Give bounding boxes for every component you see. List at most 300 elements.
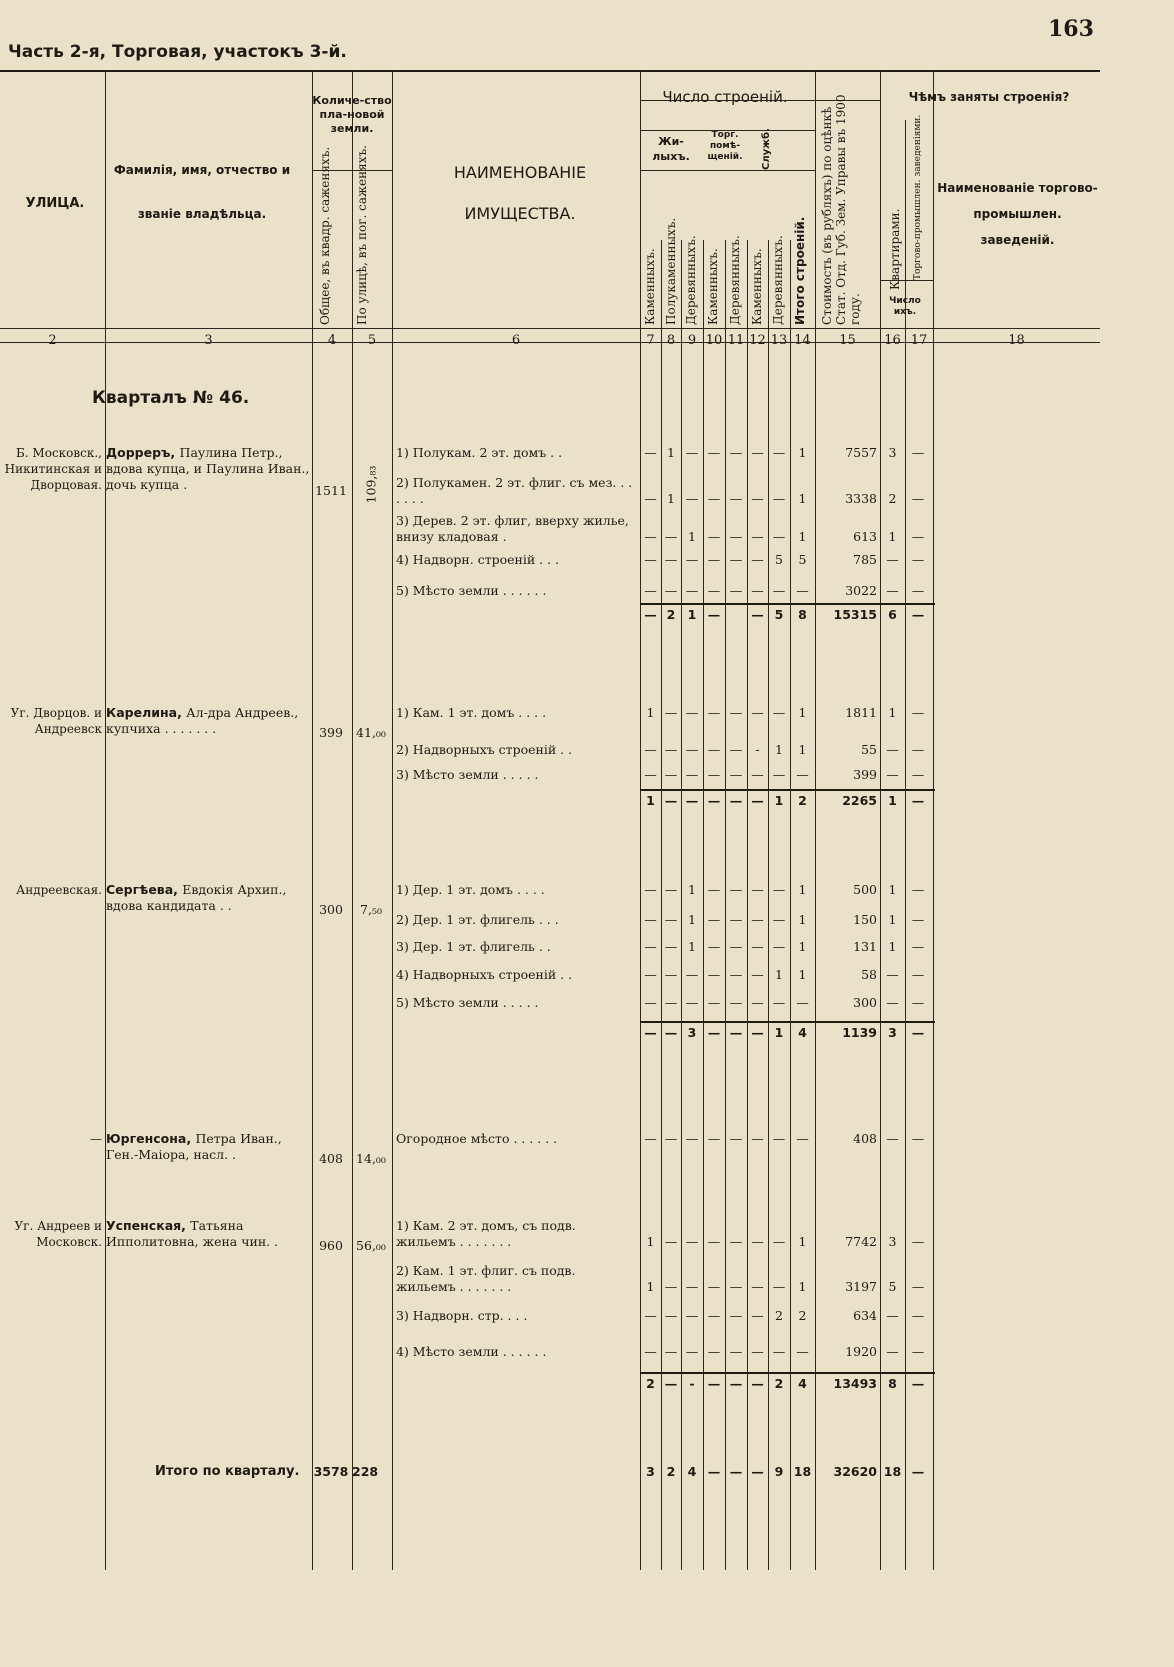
property-item-cell: — [729, 995, 743, 1010]
property-item-cell: — [644, 1131, 657, 1146]
property-item-cell: — [664, 1279, 678, 1294]
property-item: 1) Кам. 2 эт. домъ, съ подв. жильемъ . . . . . . . [396, 1218, 576, 1249]
property-item-cell: — [751, 583, 764, 598]
sum-rule [640, 1372, 935, 1374]
owner-name [106, 882, 311, 914]
property-item-cell: 1 [667, 445, 675, 460]
property-item-cell: — [772, 705, 786, 720]
owner-sum-cell: 2 [646, 1376, 655, 1391]
property-item-cell: — [685, 1234, 699, 1249]
property-item-cell: — [751, 1234, 764, 1249]
property-item-cell: — [729, 939, 743, 954]
owner-sum-cell: 4 [798, 1376, 807, 1391]
column-number: 10 [705, 333, 723, 348]
property-item-value: 7557 [845, 445, 877, 460]
col-value-header: Стоимость (въ рубляхъ) по оцѣнкѣ Стат. Отд. Губ. Зем. Управы въ 1900 году. [820, 94, 862, 325]
property-item-cell: — [751, 705, 764, 720]
col-buildings-sub-3: Деревянныхъ. [684, 235, 698, 325]
column-number: 9 [687, 333, 697, 348]
owner-details: Татьяна Ипполитовна, жена чин. . [106, 1218, 279, 1249]
owner-sum-cell: 2 [666, 607, 676, 622]
property-item-cell: — [751, 912, 764, 927]
property-item-cell: — [685, 583, 699, 598]
owner-sum-value: 13493 [833, 1376, 877, 1391]
property-item-cell: — [729, 491, 743, 506]
property-item-cell: — [707, 1234, 721, 1249]
property-item-cell: — [664, 705, 678, 720]
property-item: 2) Надворныхъ строеній . . [396, 742, 573, 757]
column-number: 18 [1008, 333, 1025, 348]
owner-sum-cell: — [707, 1025, 721, 1040]
property-item-cell: 5 [798, 552, 807, 567]
property-item-trade: — [911, 705, 925, 720]
page-header: Часть 2-я, Торговая, участокъ 3-й. [8, 42, 347, 62]
property-item: Огородное мѣсто . . . . . . [396, 1131, 558, 1146]
property-item-cell: — [729, 967, 743, 982]
owner-surname: Карелина, [106, 705, 187, 720]
property-item-cell: — [664, 529, 678, 544]
property-item-value: 1920 [845, 1344, 877, 1359]
total-apartments: 18 [883, 1464, 902, 1479]
property-item: 2) Кам. 1 эт. флиг. съ подв. жильемъ . . . . . . . [396, 1263, 576, 1294]
col-service-header: Служб. [761, 128, 772, 170]
property-item-cell: — [707, 995, 721, 1010]
property-item-trade: — [911, 967, 925, 982]
property-item-apartments: — [886, 742, 899, 757]
owner-sum-cell: - [689, 1376, 695, 1391]
property-item-cell: — [729, 583, 743, 598]
owner-sum-cell: — [664, 1025, 678, 1040]
owner-sum-cell: — [707, 1376, 721, 1391]
property-item-cell: 1 [798, 491, 807, 506]
col-buildings-header: Число строеній. [662, 88, 788, 106]
property-item-cell: — [707, 912, 721, 927]
property-item-trade: — [911, 939, 925, 954]
property-item-cell: — [751, 1308, 764, 1323]
owner-sum-cell: 1 [774, 793, 784, 808]
owner-sum-cell: 2 [798, 793, 807, 808]
owner-sum-cell: — [664, 1376, 678, 1391]
total-cell: 3 [646, 1464, 655, 1479]
total-land-street: 228 [352, 1464, 379, 1479]
owner-sum-cell: — [729, 793, 743, 808]
property-item-cell: — [664, 995, 678, 1010]
property-item-trade: — [911, 1279, 925, 1294]
owner-sum-cell: — [751, 607, 764, 622]
property-item-cell: — [707, 705, 721, 720]
property-item-cell: 1 [798, 445, 807, 460]
property-item-apartments: — [886, 1308, 899, 1323]
property-item-cell: — [685, 1279, 699, 1294]
property-item-cell: — [751, 967, 764, 982]
owner-sum-cell: — [729, 1376, 743, 1391]
property-item-cell: 2 [798, 1308, 807, 1323]
property-item-cell: — [772, 445, 786, 460]
property-item-trade: — [911, 1344, 925, 1359]
owner-sum-cell: 1 [774, 1025, 784, 1040]
owner-sum-trade: — [911, 793, 925, 808]
property-item-cell: — [772, 1279, 786, 1294]
owner-sum-cell: — [644, 1025, 657, 1040]
property-item-value: 500 [853, 882, 877, 897]
property-item-trade: — [911, 552, 925, 567]
owner-sum-apartments: 6 [888, 607, 897, 622]
property-item-cell: — [664, 552, 678, 567]
owner-land-street: 14,₀₀ [356, 1151, 386, 1166]
property-item-cell: — [751, 1131, 764, 1146]
property-item: 3) Дер. 1 эт. флигель . . [396, 939, 551, 954]
total-cell: — [707, 1464, 721, 1479]
property-item-cell: — [644, 939, 657, 954]
property-item-apartments: 2 [888, 491, 897, 506]
property-item-cell: 1 [798, 882, 807, 897]
col-buildings-sub-2: Полукаменныхъ. [664, 217, 678, 325]
property-item-apartments: 1 [888, 939, 897, 954]
owner-sum-cell: — [664, 793, 678, 808]
property-item-cell: — [772, 1344, 786, 1359]
property-item-cell: — [772, 1234, 786, 1249]
property-item-cell: — [751, 552, 764, 567]
col-land-total-header: Общее, въ квадр. саженяхъ. [318, 146, 332, 325]
property-item-cell: — [772, 995, 786, 1010]
property-item-value: 7742 [845, 1234, 877, 1249]
property-item-cell: — [644, 552, 657, 567]
property-item-cell: — [772, 912, 786, 927]
property-item-cell: — [685, 491, 699, 506]
owner-sum-apartments: 3 [888, 1025, 897, 1040]
column-number: 2 [48, 333, 57, 348]
property-item-cell: — [707, 552, 721, 567]
total-value: 32620 [833, 1464, 877, 1479]
property-item-cell: — [707, 445, 721, 460]
property-item: 2) Полукамен. 2 эт. флиг. съ мез. . . . . . . [396, 475, 633, 506]
col-buildings-sub-5: Деревянныхъ. [728, 235, 742, 325]
owner-street: Андреевская. [16, 883, 102, 897]
property-item-value: 3338 [845, 491, 877, 506]
property-item-cell: — [707, 1344, 721, 1359]
property-item-trade: — [911, 742, 925, 757]
property-item-cell: 1 [798, 742, 807, 757]
property-item-cell: 1 [688, 939, 696, 954]
col-occupied-header: Чѣмъ заняты строенія? [908, 90, 1070, 104]
property-item-cell: — [707, 1131, 721, 1146]
property-item-cell: — [729, 1308, 743, 1323]
property-item-cell: — [729, 529, 743, 544]
property-item-value: 55 [861, 742, 877, 757]
col-land-header: Количе-ство пла-новой земли. [312, 94, 392, 135]
property-item-cell: — [664, 1131, 678, 1146]
property-item-cell: 1 [798, 529, 807, 544]
column-number: 3 [204, 333, 213, 348]
property-item-cell: — [685, 1344, 699, 1359]
property-item-apartments: 3 [888, 445, 897, 460]
column-number: 5 [367, 333, 377, 348]
property-item-cell: — [707, 882, 721, 897]
col-apartments-header: Квартирами. [888, 208, 902, 290]
property-item-cell: — [772, 939, 786, 954]
property-item-cell: — [751, 445, 764, 460]
owner-land-street: 41,₀₀ [356, 725, 386, 740]
total-cell: 9 [774, 1464, 784, 1479]
property-item-cell: — [644, 912, 657, 927]
column-number: 11 [727, 333, 745, 348]
property-item-cell: — [685, 1308, 699, 1323]
property-item-cell: — [796, 1344, 809, 1359]
property-item-apartments: — [886, 967, 899, 982]
property-item-trade: — [911, 1234, 925, 1249]
owner-sum-cell: 5 [774, 607, 784, 622]
property-item-apartments: — [886, 1344, 899, 1359]
property-item-trade: — [911, 1131, 925, 1146]
property-item-trade: — [911, 529, 925, 544]
property-item-cell: — [685, 742, 699, 757]
property-item-apartments: — [886, 583, 899, 598]
property-item-cell: — [772, 529, 786, 544]
column-number: 7 [646, 333, 655, 348]
owner-sum-apartments: 8 [888, 1376, 897, 1391]
property-item-cell: — [729, 445, 743, 460]
owner-sum-cell: 2 [774, 1376, 784, 1391]
total-label: Итого по кварталу. [155, 1464, 300, 1479]
property-item-cell: — [707, 1279, 721, 1294]
property-item-trade: — [911, 1308, 925, 1323]
owner-sum-cell: — [751, 1376, 764, 1391]
property-item-value: 300 [853, 995, 877, 1010]
property-item-trade: — [911, 491, 925, 506]
owner-sum-trade: — [911, 607, 925, 622]
col-buildings-sub-4: Каменныхъ. [706, 248, 720, 325]
property-item-trade: — [911, 583, 925, 598]
owner-surname: Успенская, [106, 1218, 191, 1233]
property-item-cell: — [644, 491, 657, 506]
owner-street: Уг. Андреев и Московск. [14, 1219, 102, 1249]
property-item-cell: - [755, 742, 760, 757]
property-item-cell: — [772, 882, 786, 897]
owner-land-total: 399 [319, 725, 343, 740]
property-item-value: 408 [853, 1131, 877, 1146]
owner-sum-cell: — [644, 607, 657, 622]
property-item-cell: 1 [798, 967, 807, 982]
property-item-cell: — [664, 1344, 678, 1359]
col-land-street-header: По улицѣ, въ пог. саженяхъ. [355, 145, 369, 325]
owner-sum-cell: 4 [798, 1025, 807, 1040]
property-item-cell: — [664, 939, 678, 954]
owner-land-street: 109,₈₃ [363, 465, 379, 504]
owner-sum-value: 15315 [833, 607, 877, 622]
owner-name [106, 1131, 311, 1163]
property-item: 1) Дер. 1 эт. домъ . . . . [396, 882, 545, 897]
column-number: 12 [749, 333, 766, 348]
property-item-cell: — [751, 767, 764, 782]
owner-details: Евдокія Архип., вдова кандидата . . [106, 882, 287, 913]
property-item: 3) Мѣсто земли . . . . . [396, 767, 539, 782]
property-item-cell: 1 [646, 1279, 655, 1294]
property-item-cell: 2 [775, 1308, 783, 1323]
property-item-cell: — [664, 967, 678, 982]
owner-sum-cell: — [707, 607, 721, 622]
column-number: 8 [666, 333, 676, 348]
owner-name [106, 705, 311, 737]
col-count-header: Число ихъ. [889, 296, 921, 317]
property-item-cell: — [644, 882, 657, 897]
property-item-cell: — [729, 1234, 743, 1249]
col-property-line2: ИМУЩЕСТВА. [464, 204, 576, 223]
owner-sum-cell: — [729, 1025, 743, 1040]
sum-rule [640, 1021, 935, 1023]
property-item-cell: — [685, 445, 699, 460]
property-item-cell: 1 [798, 1234, 807, 1249]
owner-name [106, 445, 311, 493]
property-item-cell: — [707, 491, 721, 506]
property-item-cell: 1 [798, 705, 807, 720]
property-item-cell: — [772, 1131, 786, 1146]
property-item-cell: — [707, 767, 721, 782]
col-buildings-sub-6: Каменныхъ. [750, 248, 764, 325]
property-item-cell: — [664, 882, 678, 897]
col-street-header: УЛИЦА. [25, 196, 85, 211]
property-item-trade: — [911, 995, 925, 1010]
property-item-apartments: 1 [888, 912, 897, 927]
owner-name [106, 1218, 311, 1250]
column-number: 4 [327, 333, 337, 348]
owner-sum-cell: — [685, 793, 699, 808]
property-item-cell: — [729, 1344, 743, 1359]
total-land: 3578 [313, 1464, 349, 1479]
property-item-value: 785 [853, 552, 877, 567]
property-item-cell: — [707, 967, 721, 982]
total-cell: 4 [687, 1464, 697, 1479]
property-item-cell: — [751, 939, 764, 954]
owner-sum-apartments: 1 [888, 793, 897, 808]
owner-street: Уг. Дворцов. и Андреевск [10, 706, 102, 736]
property-item: 5) Мѣсто земли . . . . . [396, 995, 539, 1010]
col-property-header [400, 165, 640, 221]
property-item-value: 634 [853, 1308, 877, 1323]
property-item-cell: — [644, 1344, 657, 1359]
property-item-cell: — [729, 767, 743, 782]
property-item-cell: — [796, 583, 809, 598]
owner-sum-cell: — [707, 793, 721, 808]
property-item-cell: 1 [688, 882, 696, 897]
block-title: Кварталъ № 46. [92, 388, 250, 408]
property-item-cell: — [796, 995, 809, 1010]
property-item-cell: 1 [667, 491, 675, 506]
property-item-cell: 1 [775, 742, 783, 757]
property-item: 4) Надворныхъ строеній . . [396, 967, 573, 982]
owner-sum-cell: 1 [687, 607, 697, 622]
property-item-cell: — [707, 529, 721, 544]
property-item-cell: — [796, 1131, 809, 1146]
column-number: 13 [770, 333, 788, 348]
column-number: 14 [794, 333, 811, 348]
col-living-header: Жи-лыхъ. [652, 135, 690, 163]
property-item-cell: — [644, 967, 657, 982]
property-item-cell: — [729, 1131, 743, 1146]
property-item-cell: — [707, 583, 721, 598]
property-item-value: 399 [853, 767, 877, 782]
property-item-cell: — [751, 995, 764, 1010]
property-item-value: 3197 [845, 1279, 877, 1294]
property-item-cell: — [751, 882, 764, 897]
property-item-cell: — [751, 1344, 764, 1359]
property-item-cell: — [751, 491, 764, 506]
property-item-cell: — [772, 583, 786, 598]
property-item-apartments: — [886, 552, 899, 567]
property-item-cell: — [664, 767, 678, 782]
property-item-cell: 1 [798, 912, 807, 927]
property-item-cell: — [729, 705, 743, 720]
column-number: 15 [839, 333, 856, 348]
property-item-value: 613 [853, 529, 877, 544]
col-trade-header: Торг. помѣ-щеній. [707, 130, 743, 162]
property-item-cell: 1 [646, 705, 655, 720]
owner-sum-trade: — [911, 1025, 925, 1040]
property-item-cell: — [644, 529, 657, 544]
owner-sum-trade: — [911, 1376, 925, 1391]
owner-details: Ал-дра Андреев., купчиха . . . . . . . [106, 705, 299, 736]
property-item-value: 58 [861, 967, 877, 982]
property-item-cell: — [729, 1279, 743, 1294]
property-item-cell: — [685, 1131, 699, 1146]
property-item: 5) Мѣсто земли . . . . . . [396, 583, 547, 598]
owner-land-total: 408 [319, 1151, 343, 1166]
property-item-apartments: 1 [888, 882, 897, 897]
property-item-cell: — [707, 939, 721, 954]
total-cell: 18 [793, 1464, 812, 1479]
property-item-cell: — [796, 767, 809, 782]
property-item-cell: — [707, 1308, 721, 1323]
property-item-cell: — [685, 552, 699, 567]
property-item-cell: 1 [688, 912, 696, 927]
total-trade: — [911, 1464, 925, 1479]
owner-land-total: 960 [319, 1238, 343, 1253]
owner-details: Петра Иван., Ген.-Маіора, насл. . [106, 1131, 282, 1162]
owner-street: Б. Московск., Никитинская и Дворцовая. [4, 446, 102, 492]
property-item-cell: — [751, 529, 764, 544]
owner-sum-cell: — [751, 793, 764, 808]
total-cell: — [751, 1464, 764, 1479]
property-item-cell: — [751, 1279, 764, 1294]
property-item-apartments: — [886, 1131, 899, 1146]
property-item-cell: — [664, 583, 678, 598]
property-item-apartments: — [886, 767, 899, 782]
owner-sum-cell: 8 [798, 607, 807, 622]
col-buildings-sub-8: Итого строеній. [793, 216, 807, 325]
property-item: 3) Надворн. стр. . . . [396, 1308, 528, 1323]
column-number: 17 [910, 333, 928, 348]
owner-street: — [90, 1132, 102, 1146]
property-item-cell: — [644, 445, 657, 460]
property-item-cell: 5 [775, 552, 783, 567]
property-item-cell: — [729, 742, 743, 757]
property-item-trade: — [911, 445, 925, 460]
property-item-apartments: 3 [888, 1234, 897, 1249]
owner-land-street: 56,₀₀ [356, 1238, 386, 1253]
owner-surname: Юргенсона, [106, 1131, 196, 1146]
property-item-cell: — [644, 742, 657, 757]
total-cell: — [729, 1464, 743, 1479]
property-item-cell: — [644, 995, 657, 1010]
owner-sum-cell: — [751, 1025, 764, 1040]
property-item-cell: 1 [798, 1279, 807, 1294]
property-item-cell: — [685, 995, 699, 1010]
col-property-line1: НАИМЕНОВАНІЕ [453, 163, 587, 182]
property-item-cell: — [685, 767, 699, 782]
property-item-cell: — [729, 552, 743, 567]
column-number: 16 [884, 333, 901, 348]
property-item: 2) Дер. 1 эт. флигель . . . [396, 912, 559, 927]
col-buildings-sub-1: Каменныхъ. [643, 248, 657, 325]
